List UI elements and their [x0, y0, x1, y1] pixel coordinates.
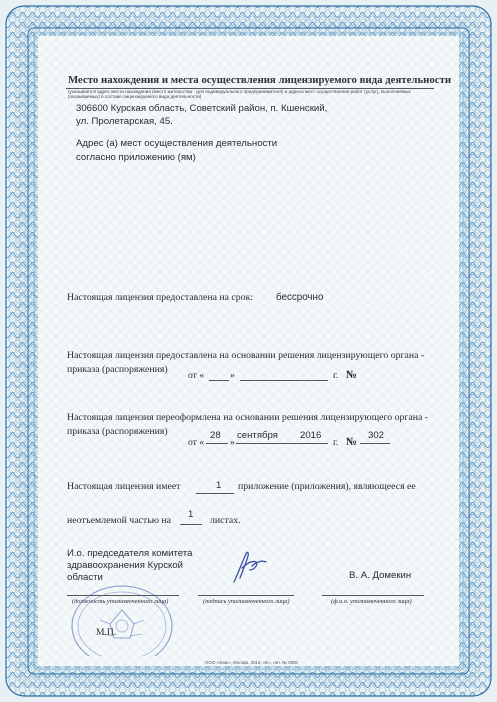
address-line-1: 306600 Курская область, Советский район, п. Кшенский,	[76, 103, 328, 114]
grant-date-from: от «	[188, 370, 205, 381]
reissue-number-line	[360, 443, 390, 444]
section-title: Место нахождения и места осуществления лицензируемого вида деятельности	[68, 74, 452, 86]
signer-position-line-1: И.о. председателя комитета	[67, 548, 193, 559]
section-subnote: (указывается адрес места нахождения (место жительства - для индивидуального предпринимателя) и адреса мест осуществления работ (услуг), выполняемых (оказываемых) в составе лицензируемого вида деятельности)	[68, 89, 411, 100]
caption-position: (должность уполномоченного лица)	[72, 598, 169, 605]
appendix-sheets: 1	[188, 509, 194, 520]
reissue-day-line	[206, 443, 228, 444]
address-line-4: согласно приложению (ям)	[76, 152, 196, 163]
reissue-month: сентября	[237, 430, 278, 441]
address-line-3: Адрес (а) мест осуществления деятельности	[76, 138, 278, 149]
grant-line-2: приказа (распоряжения)	[67, 364, 168, 375]
grant-month-blank	[240, 380, 328, 381]
caption-signature: (подпись уполномоченного лица)	[203, 598, 290, 605]
grant-close-quote: »	[230, 370, 235, 381]
reissue-number: 302	[368, 430, 385, 441]
reissue-close-quote: »	[230, 437, 235, 448]
appendix-sheets-line	[180, 524, 202, 525]
term-label: Настоящая лицензия предоставлена на срок:	[67, 292, 254, 303]
reissue-date-from: от «	[188, 437, 205, 448]
signer-name: В. А. Домекин	[349, 570, 412, 581]
handwritten-signature	[228, 546, 272, 586]
reissue-number-label: №	[346, 436, 358, 448]
appendix-text-3: неотъемлемой частью на	[67, 515, 172, 526]
signature-line	[198, 595, 294, 596]
appendix-text-2: приложение (приложения), являющееся ее	[238, 481, 416, 492]
signer-position-line-3: области	[67, 572, 103, 583]
appendix-count: 1	[216, 480, 222, 491]
reissue-year: 2016	[300, 430, 322, 441]
appendix-text-4: листах.	[210, 515, 241, 526]
appendix-text-1: Настоящая лицензия имеет	[67, 481, 181, 492]
official-seal	[70, 580, 174, 656]
name-line	[322, 595, 424, 596]
reissue-day: 28	[210, 430, 221, 441]
reissue-month-line	[236, 443, 328, 444]
caption-name: (ф.и.о. уполномоченного лица)	[331, 598, 412, 605]
grant-line-1: Настоящая лицензия предоставлена на основании решения лицензирующего органа -	[67, 350, 425, 361]
printer-imprint: ООО «Знак», Москва, 2016, «Б», лит. №·0000	[205, 660, 298, 665]
appendix-count-line	[196, 493, 234, 494]
signer-position-line-2: здравоохранения Курской	[67, 560, 184, 571]
term-value: бессрочно	[276, 292, 324, 303]
reissue-line-1: Настоящая лицензия переоформлена на основании решения лицензирующего органа -	[67, 412, 429, 423]
grant-year-label: г.	[333, 370, 339, 381]
grant-number-label: №	[346, 369, 358, 381]
reissue-year-label: г.	[333, 437, 339, 448]
reissue-line-2: приказа (распоряжения)	[67, 426, 168, 437]
address-line-2: ул. Пролетарская, 45.	[76, 116, 173, 127]
grant-day-blank	[209, 380, 229, 381]
stamp-label: М.П.	[96, 627, 117, 638]
